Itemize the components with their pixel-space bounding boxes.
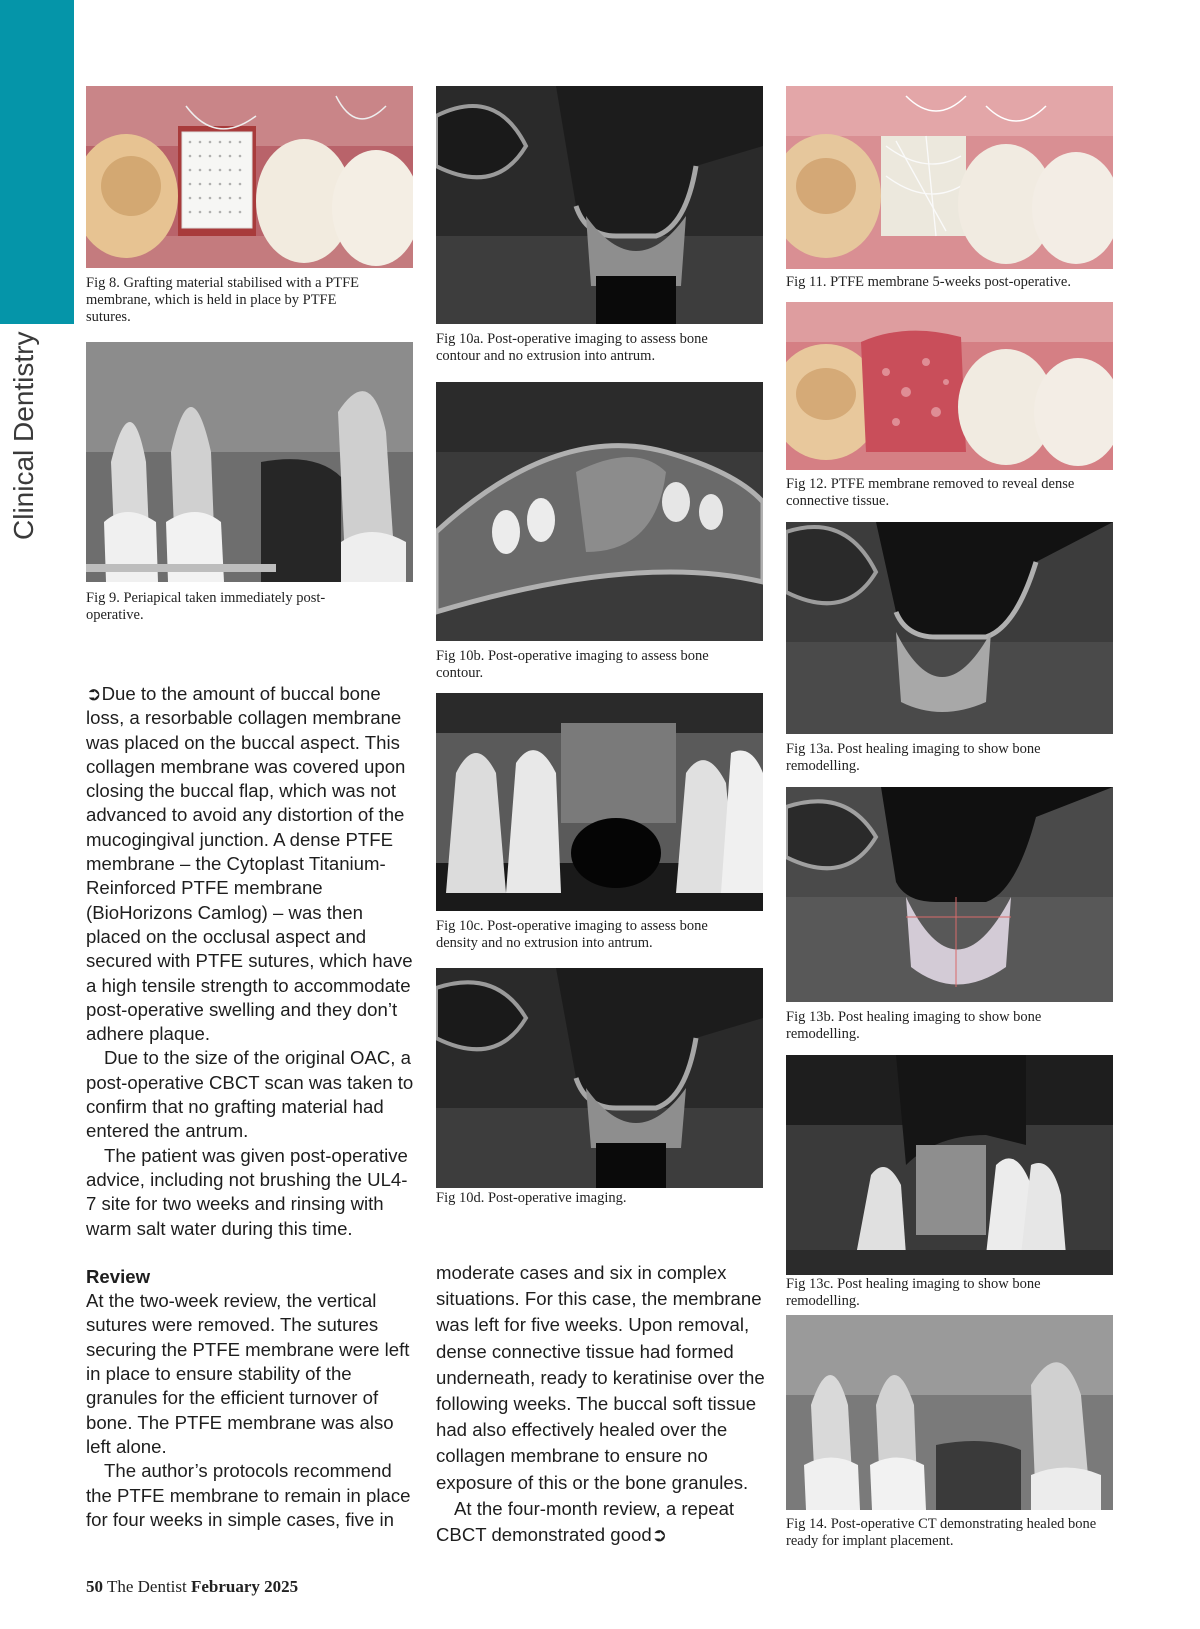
fig8-caption: Fig 8. Grafting material stabilised with a PTFE membrane, which is held in place by PTFE sutures. [86, 275, 360, 325]
fig9-periapical-radiograph [86, 342, 413, 582]
fig13c-caption: Fig 13c. Post healing imaging to show bone remodelling. [786, 1276, 1041, 1309]
fig10b-caption: Fig 10b. Post-operative imaging to assess bone contour. [436, 648, 709, 681]
fig13b-cbct-image [786, 787, 1113, 1002]
fig13c-cbct-image [786, 1055, 1113, 1275]
column1-paragraph-5: The author’s protocols recommend the PTFE membrane to remain in place for four weeks in simple cases, five in [86, 1460, 411, 1530]
column2-paragraph-2: At the four-month review, a repeat CBCT demonstrated good➲ [436, 1497, 735, 1546]
fig10a-caption: Fig 10a. Post-operative imaging to assess bone contour and no extrusion into antrum. [436, 331, 708, 364]
fig11-caption: Fig 11. PTFE membrane 5-weeks post-operative. [786, 274, 1071, 290]
section-color-tab [0, 0, 74, 324]
fig13a-caption: Fig 13a. Post healing imaging to show bone remodelling. [786, 741, 1041, 774]
column1-paragraph-3: The patient was given post-operative advice, including not brushing the UL4-7 site for two weeks and rinsing with warm salt water during this time. [86, 1144, 408, 1239]
fig11-intraoral-photo [786, 86, 1113, 269]
fig10d-caption: Fig 10d. Post-operative imaging. [436, 1190, 627, 1206]
page-footer [86, 1577, 298, 1597]
review-heading: Review [86, 1265, 151, 1287]
column2-paragraph-1: moderate cases and six in complex situations. For this case, the membrane was left for five weeks. Upon removal, dense connective tissue had formed underneath, ready to keratinise over the following weeks. The buccal soft tissue had also effectively healed over the collagen membrane to ensure no exposure of this or the bone granules. [436, 1262, 765, 1493]
fig8-intraoral-photo [86, 86, 413, 268]
fig14-caption: Fig 14. Post-operative CT demonstrating healed bone ready for implant placement. [786, 1516, 1097, 1549]
fig10a-cbct-image [436, 86, 763, 324]
column1-paragraph-2: Due to the size of the original OAC, a post-operative CBCT scan was taken to confirm that no grafting material had entered the antrum. [86, 1047, 414, 1142]
column1-body-text [86, 682, 416, 1532]
fig10c-caption: Fig 10c. Post-operative imaging to assess bone density and no extrusion into antrum. [436, 918, 708, 951]
fig12-caption: Fig 12. PTFE membrane removed to reveal dense connective tissue. [786, 476, 1075, 509]
fig9-caption: Fig 9. Periapical taken immediately post-operative. [86, 590, 326, 623]
fig13a-cbct-image [786, 522, 1113, 734]
page-number: 50 [86, 1577, 103, 1596]
column1-paragraph-1: ➲Due to the amount of buccal bone loss, a resorbable collagen membrane was placed on the buccal aspect. This collagen membrane was covered upon closing the buccal flap, which was not advanced to avoid any distortion of the mucogingival junction. A dense PTFE membrane – the Cytoplast Titanium-Reinforced PTFE membrane (BioHorizons Camlog) – was then placed on the occlusal aspect and secured with PTFE sutures, which have a high tensile strength to accommodate post-operative swelling and they don’t adhere plaque. [86, 683, 413, 1045]
fig10d-cbct-image [436, 968, 763, 1188]
publication-name: The Dentist [106, 1577, 187, 1596]
fig12-intraoral-photo [786, 302, 1113, 470]
fig13b-caption: Fig 13b. Post healing imaging to show bone remodelling. [786, 1009, 1042, 1042]
fig14-periapical-radiograph [786, 1315, 1113, 1510]
fig10b-cbct-image [436, 382, 763, 641]
column1-paragraph-4: At the two-week review, the vertical sutures were removed. The sutures securing the PTFE membrane were left in place to ensure stability of the granules for the efficient turnover of bone. The PTFE membrane was also left alone. [86, 1290, 410, 1457]
fig10c-cbct-image [436, 693, 763, 911]
issue-date: February 2025 [191, 1577, 299, 1596]
column2-body-text [436, 1260, 766, 1548]
